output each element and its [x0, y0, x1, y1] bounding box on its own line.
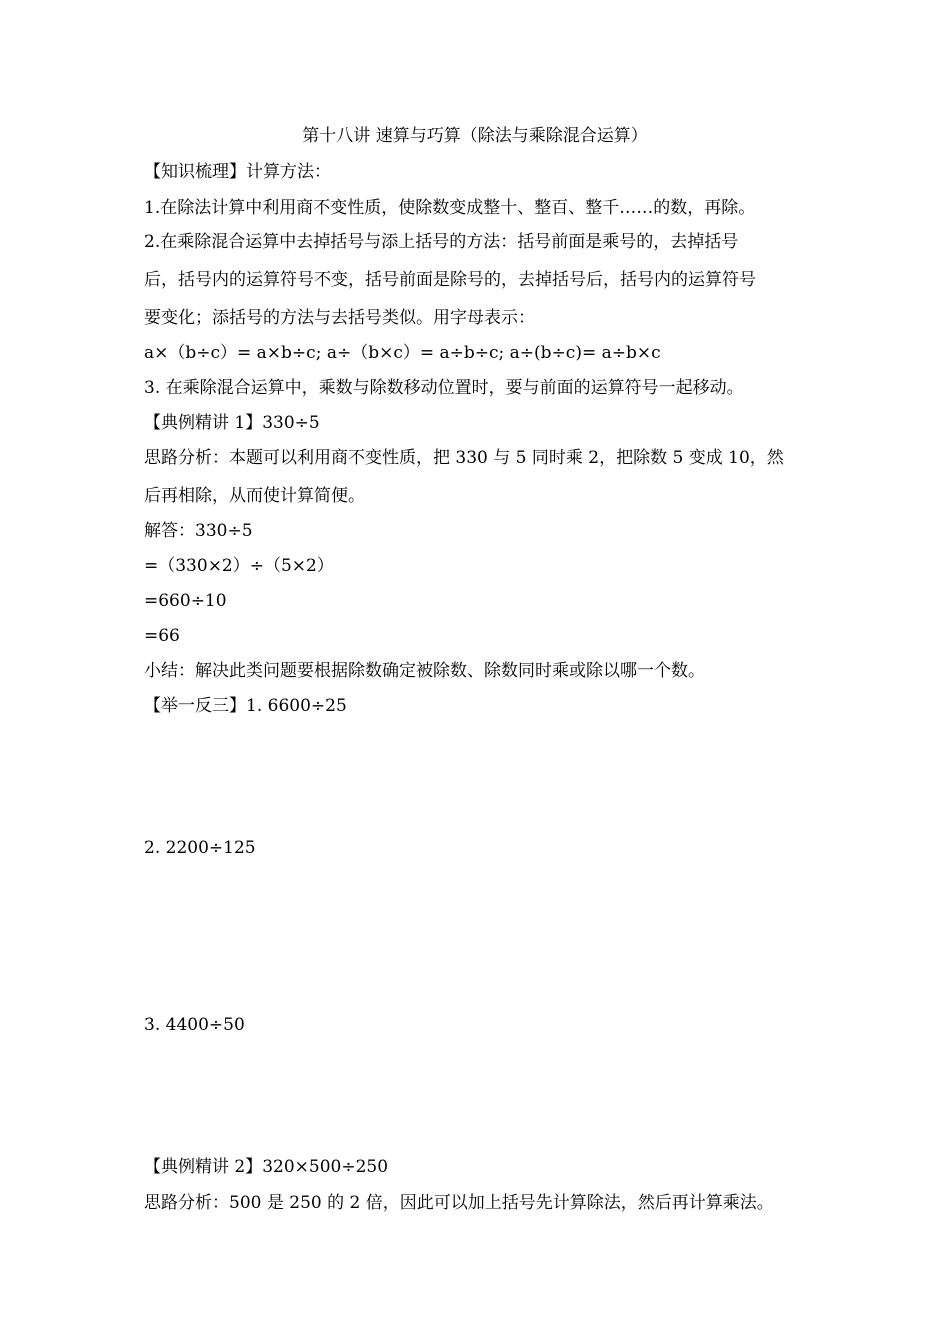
method-2-line-2: 后，括号内的运算符号不变，括号前面是除号的，去掉括号后，括号内的运算符号	[144, 270, 756, 290]
method-3: 3. 在乘除混合运算中，乘数与除数移动位置时，要与前面的运算符号一起移动。	[144, 378, 744, 398]
practice-3: 3. 4400÷50	[144, 1015, 245, 1035]
practice-1: 【举一反三】1. 6600÷25	[144, 696, 347, 716]
formula-line: a×（b÷c）= a×b÷c; a÷（b×c）= a÷b÷c; a÷(b÷c)= a÷b×c	[144, 343, 661, 363]
method-2-line-3: 要变化；添括号的方法与去括号类似。用字母表示：	[144, 308, 535, 328]
solution-line-3: =660÷10	[144, 591, 227, 611]
practice-2: 2. 2200÷125	[144, 838, 256, 858]
analysis-2-line-1: 思路分析：500 是 250 的 2 倍，因此可以加上括号先计算除法，然后再计算乘法。	[144, 1193, 774, 1213]
analysis-1-line-2: 后再相除，从而使计算简便。	[144, 486, 365, 506]
solution-line-4: =66	[144, 626, 180, 646]
knowledge-heading: 【知识梳理】计算方法：	[144, 162, 331, 182]
method-2-line-1: 2.在乘除混合运算中去掉括号与添上括号的方法：括号前面是乘号的，去掉括号	[144, 232, 739, 252]
analysis-1-line-1: 思路分析：本题可以利用商不变性质，把 330 与 5 同时乘 2，把除数 5 变成 10，然	[144, 448, 784, 468]
example-1-heading: 【典例精讲 1】330÷5	[144, 413, 320, 433]
example-2-heading: 【典例精讲 2】320×500÷250	[144, 1157, 389, 1177]
solution-line-1: 解答：330÷5	[144, 521, 253, 541]
method-1: 1.在除法计算中利用商不变性质，使除数变成整十、整百、整千……的数，再除。	[144, 198, 756, 218]
summary-line: 小结：解决此类问题要根据除数确定被除数、除数同时乘或除以哪一个数。	[144, 661, 705, 681]
solution-line-2: =（330×2）÷（5×2）	[144, 556, 334, 576]
page-title: 第十八讲 速算与巧算（除法与乘除混合运算）	[302, 126, 648, 146]
